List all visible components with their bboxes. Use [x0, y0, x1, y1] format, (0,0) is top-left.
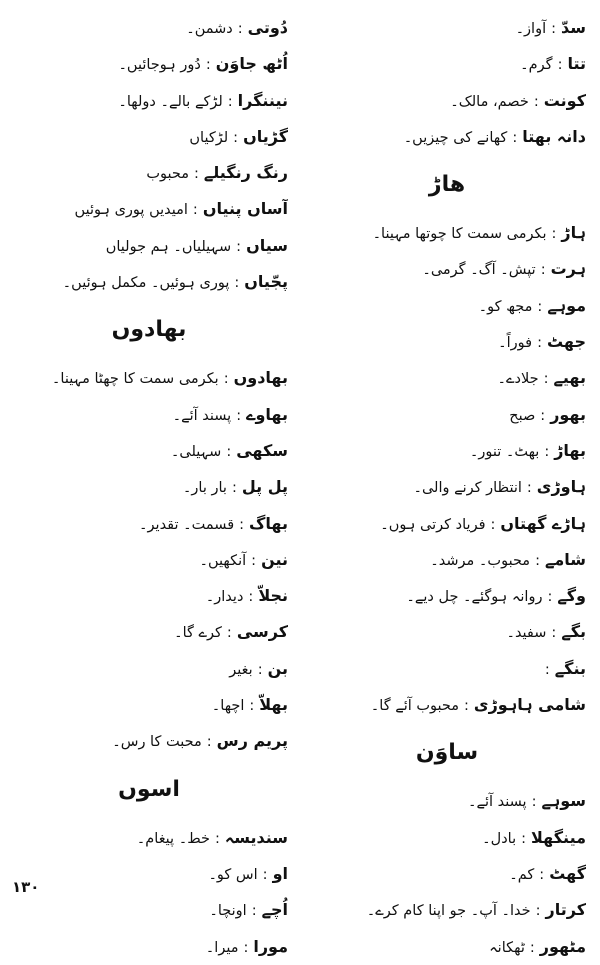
entry-term: پجّیاں: [244, 272, 288, 292]
entry-meaning: تپش۔ آگ۔ گرمی۔: [422, 262, 536, 279]
glossary-entry: [10, 83, 288, 119]
entry-separator: :: [537, 335, 542, 352]
entry-term: ہاڑ: [561, 223, 586, 243]
entry-meaning: پسند آئے۔: [172, 407, 232, 424]
entry-meaning: خط۔ پیغام۔: [136, 830, 210, 847]
entry-separator: :: [521, 830, 527, 847]
glossary-entry: [308, 215, 586, 251]
glossary-entry: [308, 324, 586, 360]
glossary-entry: [308, 433, 586, 469]
entry-meaning: قسمت۔ تقدیر۔: [139, 516, 235, 533]
glossary-entry: [10, 506, 288, 542]
entry-term: ہرت: [550, 259, 586, 279]
entry-term: نجلاّ: [258, 586, 288, 606]
entry-term: نین: [261, 549, 288, 569]
entry-meaning: محبت کا رس۔: [112, 734, 202, 751]
entry-separator: :: [236, 238, 242, 255]
entry-term: دُوتی: [247, 18, 288, 37]
glossary-entry: [10, 191, 288, 227]
glossary-entry: [308, 856, 586, 892]
entry-separator: :: [223, 371, 229, 388]
glossary-entry: [308, 929, 586, 965]
entry-separator: :: [512, 129, 518, 146]
glossary-entry: [308, 46, 586, 82]
entry-separator: :: [551, 226, 557, 243]
entry-meaning: فوراً۔: [498, 335, 533, 352]
entry-term: کونت: [543, 90, 586, 110]
entry-separator: :: [249, 698, 255, 715]
entry-separator: :: [251, 903, 257, 920]
glossary-entry: [10, 892, 288, 928]
entry-separator: :: [239, 516, 245, 533]
entry-term: بن: [267, 658, 288, 678]
glossary-entry: [10, 10, 288, 46]
section-heading: بھادوں: [111, 317, 187, 343]
glossary-entry: [308, 288, 586, 324]
glossary-entry: [308, 892, 586, 928]
entry-term: کرتار: [545, 900, 586, 920]
entry-term: سیاں: [246, 235, 288, 255]
glossary-entry: [308, 506, 586, 542]
entry-meaning: میرا۔: [205, 939, 239, 956]
entry-term: بھیے: [553, 368, 586, 388]
entry-term: نیننگرا: [237, 90, 288, 110]
entry-meaning: پوری ہوئیں۔ مکمل ہوئیں۔: [62, 275, 230, 292]
entry-meaning: خصم، مالک۔: [450, 93, 529, 110]
glossary-entry: [308, 469, 586, 505]
entry-separator: :: [205, 57, 211, 74]
entry-term: شامے: [544, 549, 586, 569]
entry-term: رنگ رنگیلے: [203, 163, 288, 183]
entry-separator: :: [537, 298, 543, 315]
entry-meaning: محبوب آئے گا۔: [370, 698, 460, 715]
entry-separator: :: [262, 866, 268, 883]
entry-meaning: کرے گا۔: [174, 625, 222, 642]
entry-term: موہے: [547, 295, 586, 315]
entry-meaning: سہیلی۔: [170, 443, 222, 460]
entry-separator: :: [535, 552, 540, 569]
entry-separator: :: [226, 443, 232, 460]
entry-meaning: محبوب۔ مرشد۔: [430, 552, 531, 569]
entry-meaning: دیدار۔: [205, 589, 244, 606]
entry-meaning: اونچا۔: [209, 903, 247, 920]
entry-meaning: سفید۔: [506, 625, 547, 642]
entry-meaning: بغیر: [229, 661, 253, 678]
entry-separator: :: [539, 866, 545, 883]
entry-separator: :: [557, 57, 563, 74]
entry-term: شامی ہاہوڑی: [473, 695, 586, 715]
entry-meaning: لڑکیاں: [189, 129, 229, 146]
entry-separator: :: [526, 480, 532, 497]
entry-meaning: بار بار۔: [182, 480, 227, 497]
entry-separator: :: [251, 552, 257, 569]
entry-meaning: بکرمی سمت کا چوتھا مہینا۔: [372, 226, 547, 243]
entry-meaning: اس کو۔: [208, 866, 258, 883]
entry-separator: :: [231, 480, 237, 497]
glossary-entry: [308, 614, 586, 650]
entry-meaning: بکرمی سمت کا چھٹا مہینا۔: [51, 371, 219, 388]
entry-separator: :: [206, 734, 212, 751]
glossary-entry: [10, 119, 288, 155]
entry-term: بگے: [561, 622, 586, 642]
entry-term: دانہ بھتا: [522, 126, 586, 146]
glossary-entry: [10, 360, 288, 396]
entry-separator: :: [544, 661, 550, 678]
entry-term: بھادوں: [233, 368, 288, 388]
entry-term: گھٹ: [549, 863, 586, 883]
entry-meaning: بادل۔: [482, 830, 517, 847]
entry-separator: :: [490, 516, 496, 533]
entry-separator: :: [192, 202, 198, 219]
entry-separator: :: [544, 443, 550, 460]
glossary-entry: [308, 542, 586, 578]
entry-term: اُٹھ جاوَن: [215, 54, 288, 74]
entry-meaning: سہیلیاں۔ ہم جولیاں: [105, 238, 232, 255]
entry-term: آساں پنیاں: [202, 199, 288, 219]
entry-separator: :: [227, 93, 233, 110]
glossary-entry: [308, 83, 586, 119]
glossary-entry: [10, 397, 288, 433]
entry-term: اُچے: [261, 900, 288, 920]
entry-separator: :: [257, 661, 263, 678]
entry-separator: :: [540, 407, 546, 424]
glossary-entry: [308, 651, 586, 687]
entry-separator: :: [193, 166, 199, 183]
entry-separator: :: [543, 371, 549, 388]
entry-separator: :: [540, 262, 546, 279]
entry-term: بنگے: [554, 658, 586, 678]
entry-separator: :: [236, 407, 242, 424]
glossary-entry: [10, 614, 288, 650]
entry-meaning: روانہ ہوگئے۔ چل دیے۔: [406, 589, 543, 606]
entry-term: تتا: [567, 54, 586, 74]
glossary-entry: [308, 687, 586, 723]
entry-meaning: دُور ہوجائیں۔: [118, 57, 201, 74]
entry-meaning: گرم۔: [520, 57, 553, 74]
glossary-entry: [308, 10, 586, 46]
entry-separator: :: [551, 625, 557, 642]
glossary-entry: [10, 723, 288, 759]
entry-separator: :: [226, 625, 232, 642]
entry-term: او: [272, 863, 288, 883]
entry-meaning: امیدیں پوری ہوئیں: [74, 202, 188, 219]
glossary-entry: [10, 651, 288, 687]
entry-separator: :: [214, 830, 220, 847]
glossary-entry: [308, 820, 586, 856]
entry-term: مورا: [253, 936, 288, 956]
glossary-entry: [10, 433, 288, 469]
entry-separator: :: [234, 275, 240, 292]
entry-term: پل پل: [241, 477, 288, 497]
entry-term: سدّ: [561, 18, 586, 37]
glossary-entry: [10, 46, 288, 82]
entry-separator: :: [547, 589, 553, 606]
glossary-entry: [10, 929, 288, 965]
entry-separator: :: [535, 903, 541, 920]
page-number: ١٣٠: [12, 878, 40, 896]
entry-meaning: خدا۔ آپ۔ جو اپنا کام کرے۔: [366, 903, 531, 920]
section-heading: ساوَن: [415, 740, 479, 766]
glossary-entry: [10, 469, 288, 505]
glossary-entry: [308, 783, 586, 819]
entry-term: بھاگ: [249, 513, 288, 533]
entry-meaning: آنکھیں۔: [199, 552, 247, 569]
entry-term: بھاڑ: [554, 440, 586, 460]
glossary-entry: [10, 687, 288, 723]
entry-meaning: آواز۔: [515, 21, 547, 37]
entry-meaning: فریاد کرتی ہوں۔: [380, 516, 486, 533]
glossary-entry: [10, 856, 288, 892]
glossary-entry: [10, 820, 288, 856]
glossary-entry: [308, 119, 586, 155]
entry-meaning: دشمن۔: [186, 21, 233, 37]
entry-term: ہاوڑی: [536, 477, 586, 497]
entry-meaning: اچھا۔: [211, 698, 245, 715]
entry-meaning: مجھ کو۔: [478, 298, 533, 315]
glossary-entry: [10, 155, 288, 191]
entry-term: بھور: [550, 404, 586, 424]
glossary-entry: [308, 251, 586, 287]
entry-meaning: کھانے کی چیزیں۔: [403, 129, 508, 146]
entry-meaning: کم۔: [509, 866, 535, 883]
section-heading: ھاڑ: [428, 172, 466, 198]
entry-term: گڑیاں: [243, 126, 288, 146]
entry-term: مٹھور: [539, 936, 586, 956]
entry-term: ہاڑے گھتاں: [500, 513, 586, 533]
entry-meaning: لڑکے بالے۔ دولھا۔: [118, 93, 223, 110]
entry-meaning: صبح: [509, 407, 536, 424]
entry-term: کرسی: [236, 622, 288, 642]
entry-separator: :: [533, 93, 539, 110]
glossary-entry: [308, 360, 586, 396]
glossary-entry: [308, 578, 586, 614]
entry-separator: :: [529, 939, 535, 956]
entry-term: سندیسہ: [224, 827, 288, 847]
entry-separator: :: [237, 21, 243, 37]
glossary-entry: [10, 264, 288, 300]
entry-separator: :: [551, 21, 557, 37]
entry-term: سوہے: [541, 791, 586, 811]
entry-meaning: پسند آئے۔: [467, 794, 527, 811]
entry-term: وگے: [557, 586, 586, 606]
entry-separator: :: [464, 698, 469, 715]
entry-separator: :: [248, 589, 254, 606]
entry-term: مینگھلا: [531, 827, 586, 847]
glossary-entry: [10, 228, 288, 264]
glossary-entry: [10, 578, 288, 614]
entry-term: بھاوے: [246, 404, 288, 424]
left-column: [10, 10, 288, 965]
entry-meaning: ٹھکانہ: [489, 939, 525, 956]
entry-term: جھٹ: [546, 332, 586, 352]
entry-term: بھلاّ: [259, 695, 288, 715]
glossary-entry: [10, 542, 288, 578]
entry-separator: :: [233, 129, 239, 146]
entry-meaning: محبوب: [146, 166, 189, 183]
section-heading: اسوں: [118, 776, 180, 802]
entry-meaning: جلادے۔: [497, 371, 539, 388]
entry-term: سکھی: [236, 440, 288, 460]
entry-term: پریم رس: [216, 731, 288, 751]
glossary-entry: [308, 397, 586, 433]
entry-meaning: بھٹ۔ تنور۔: [469, 443, 540, 460]
entry-separator: :: [531, 794, 537, 811]
entry-separator: :: [243, 939, 249, 956]
entry-meaning: انتظار کرنے والی۔: [413, 480, 522, 497]
right-column: [308, 10, 586, 965]
